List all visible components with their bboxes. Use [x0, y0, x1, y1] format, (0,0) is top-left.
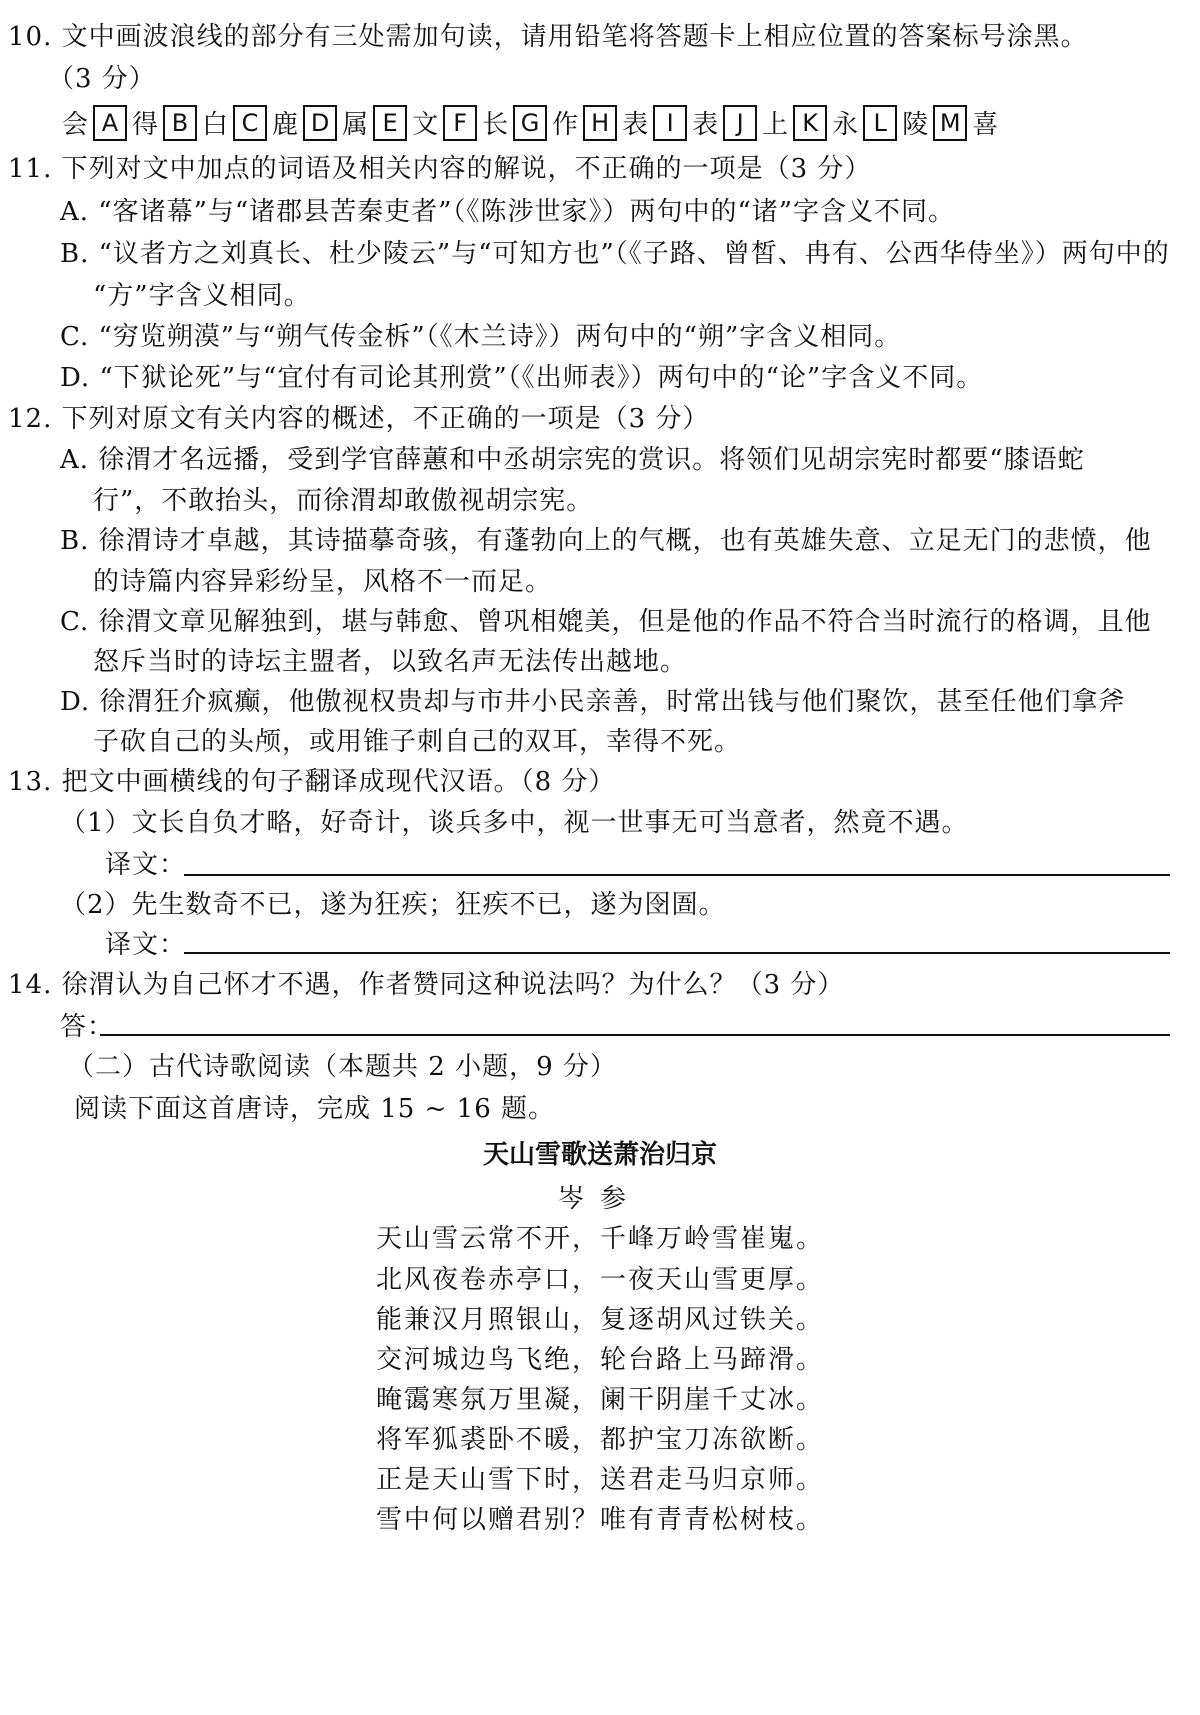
answer-box-j[interactable]: J	[723, 105, 757, 141]
poem-line-3: 能兼汉月照银山，复逐胡风过铁关。	[375, 1305, 824, 1335]
answer-box-b[interactable]: B	[163, 105, 197, 141]
poem-author: 岑参	[557, 1184, 642, 1214]
answer-box-m[interactable]: M	[933, 105, 967, 141]
answer-box-c[interactable]: C	[233, 105, 267, 141]
text-char: 属	[342, 110, 369, 140]
q13-sentence-2: （2）先生数奇不已，遂为狂疾；狂疾不已，遂为囹圄。	[60, 890, 726, 920]
poem-title: 天山雪歌送萧治归京	[482, 1140, 717, 1170]
poem-line-4: 交河城边鸟飞绝，轮台路上马蹄滑。	[375, 1345, 824, 1375]
poem-line-5: 晻霭寒氛万里凝，阑干阴崖千丈冰。	[375, 1385, 824, 1415]
text-char: 表	[622, 110, 649, 140]
q13-sentence-1: （1）文长自负才略，好奇计，谈兵多中，视一世事无可当意者，然竟不遇。	[60, 808, 969, 838]
punctuation-box-row	[60, 104, 1000, 141]
q11-option-c: C. “穷览朔漠”与“朔气传金柝”（《木兰诗》）两句中的“朔”字含义相同。	[60, 322, 902, 352]
q12-option-a-cont: 行”，不敢抬头，而徐渭却敢傲视胡宗宪。	[93, 486, 594, 516]
poem-line-1: 天山雪云常不开，千峰万岭雪崔嵬。	[375, 1224, 824, 1254]
q14-answer-label: 答：	[60, 1012, 115, 1042]
answer-box-i[interactable]: I	[653, 105, 687, 141]
answer-box-a[interactable]: A	[93, 105, 127, 141]
q13-answer-line-2[interactable]	[184, 952, 1170, 954]
q12-option-c: C. 徐渭文章见解独到，堪与韩愈、曾巩相媲美，但是他的作品不符合当时流行的格调，且他	[60, 607, 1152, 637]
text-char: 会	[62, 110, 89, 140]
text-char: 长	[482, 110, 509, 140]
q12-stem: 12. 下列对原文有关内容的概述，不正确的一项是（3 分）	[8, 404, 710, 434]
text-char: 得	[132, 110, 159, 140]
text-char: 喜	[972, 110, 999, 140]
q11-option-a: A. “客诸幕”与“诸郡县苦秦吏者”（《陈涉世家》）两句中的“诸”字含义不同。	[60, 197, 956, 227]
answer-box-e[interactable]: E	[373, 105, 407, 141]
answer-box-h[interactable]: H	[583, 105, 617, 141]
text-char: 文	[412, 110, 439, 140]
text-char: 鹿	[272, 110, 299, 140]
q12-option-d: D. 徐渭狂介疯癫，他傲视权贵却与市井小民亲善，时常出钱与他们聚饮，甚至任他们拿斧	[60, 687, 1126, 717]
poem-line-8: 雪中何以赠君别？唯有青青松树枝。	[375, 1505, 824, 1535]
q11-option-b: B. “议者方之刘真长、杜少陵云”与“可知方也”（《子路、曾皙、冉有、公西华侍坐》）两句中的	[60, 239, 1170, 269]
q11-option-b-cont: “方”字含义相同。	[93, 281, 311, 311]
q13-answer-line-1[interactable]	[184, 874, 1170, 876]
text-char: 作	[552, 110, 579, 140]
q11-option-d: D. “下狱论死”与“宜付有司论其刑赏”（《出师表》）两句中的“论”字含义不同。	[60, 363, 984, 393]
q11-stem: 11. 下列对文中加点的词语及相关内容的解说，不正确的一项是（3 分）	[8, 154, 872, 184]
q13-stem: 13. 把文中画横线的句子翻译成现代汉语。（8 分）	[8, 767, 616, 797]
poem-line-7: 正是天山雪下时，送君走马归京师。	[375, 1465, 824, 1495]
answer-box-l[interactable]: L	[863, 105, 897, 141]
text-char: 永	[832, 110, 859, 140]
poem-line-6: 将军狐裘卧不暖，都护宝刀冻欲断。	[375, 1425, 824, 1455]
answer-box-g[interactable]: G	[513, 105, 547, 141]
q13-translation-label-1: 译文：	[105, 850, 187, 880]
poem-line-2: 北风夜卷赤亭口，一夜天山雪更厚。	[375, 1265, 824, 1295]
answer-box-k[interactable]: K	[793, 105, 827, 141]
q13-translation-label-2: 译文：	[105, 930, 187, 960]
q10-stem: 10. 文中画波浪线的部分有三处需加句读，请用铅笔将答题卡上相应位置的答案标号涂黑。	[8, 22, 1088, 52]
q14-answer-line[interactable]	[100, 1034, 1170, 1036]
answer-box-f[interactable]: F	[443, 105, 477, 141]
text-char: 表	[692, 110, 719, 140]
q10-score: （3 分）	[48, 64, 156, 94]
q12-option-a: A. 徐渭才名远播，受到学官薛蕙和中丞胡宗宪的赏识。将领们见胡宗宪时都要“膝语蛇	[60, 445, 1085, 475]
text-char: 白	[202, 110, 229, 140]
text-char: 陵	[902, 110, 929, 140]
q14-stem: 14. 徐渭认为自己怀才不遇，作者赞同这种说法吗？为什么？（3 分）	[8, 970, 845, 1000]
q12-option-b: B. 徐渭诗才卓越，其诗描摹奇骇，有蓬勃向上的气概，也有英雄失意、立足无门的悲愤，他	[60, 526, 1152, 556]
q12-option-d-cont: 子砍自己的头颅，或用锥子刺自己的双耳，幸得不死。	[93, 727, 742, 757]
text-char: 上	[762, 110, 789, 140]
answer-box-d[interactable]: D	[303, 105, 337, 141]
section-heading: （二）古代诗歌阅读（本题共 2 小题，9 分）	[68, 1052, 617, 1082]
q12-option-c-cont: 怒斥当时的诗坛主盟者，以致名声无法传出越地。	[93, 647, 688, 677]
section-instruction: 阅读下面这首唐诗，完成 15 ~ 16 题。	[74, 1094, 556, 1124]
q12-option-b-cont: 的诗篇内容异彩纷呈，风格不一而足。	[93, 567, 553, 597]
